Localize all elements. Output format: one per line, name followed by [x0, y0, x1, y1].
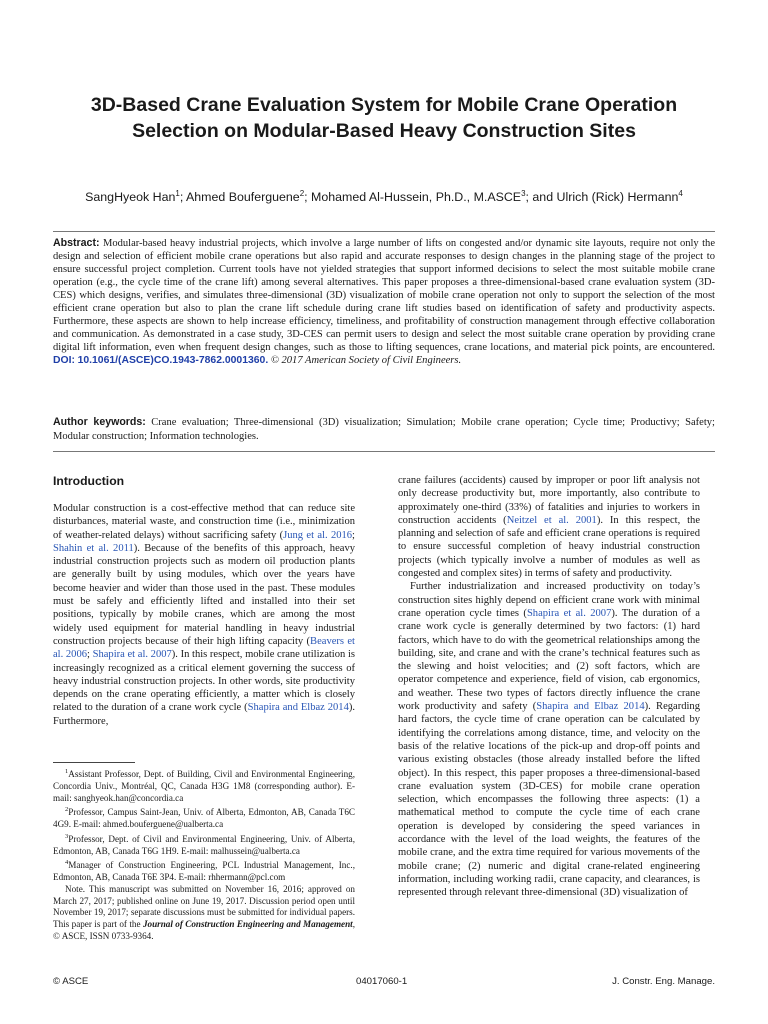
keywords-label: Author keywords:	[53, 416, 146, 428]
citation-link[interactable]: Neitzel et al. 2001	[506, 514, 597, 526]
footnote-marker: 1	[65, 768, 69, 775]
author-affiliation-marker: 1	[175, 189, 180, 198]
author-name: Ulrich (Rick) Hermann	[556, 190, 679, 205]
author-affiliations	[53, 766, 355, 884]
note-text: Note. This manuscript was submitted on November 16, 2016; approved on March 27, 2017; published online on June 19, 2017. Discussion period open until November 19, 2017; separate discussions must be submitted for individual papers. This paper is part of the	[53, 883, 355, 930]
author-name: SangHyeok Han	[85, 190, 176, 205]
footnote-divider	[53, 762, 135, 763]
footnote-3	[53, 831, 355, 858]
keywords-text: Crane evaluation; Three-dimensional (3D) visualization; Simulation; Mobile crane operation; Cycle time; Productivy; Safety; Modular construction; Information technologies.	[53, 417, 715, 442]
footnote-marker: 4	[65, 859, 69, 867]
divider-bottom	[53, 451, 715, 452]
intro-paragraph-1	[53, 502, 355, 728]
footnote-marker: 2	[65, 806, 69, 814]
paragraph-text: Modular construction is a cost-effective method that can reduce site disturbances, material waste, and construction time (i.e., minimization of weather-related delays) without sacrificing safety (	[53, 503, 355, 541]
footer-page-id: 04017060-1	[356, 976, 408, 987]
author-affiliation-marker: 3	[521, 189, 526, 198]
note-issn: , © ASCE, ISSN 0733-9364.	[53, 919, 355, 941]
manuscript-note	[53, 884, 355, 943]
footnotes	[53, 766, 355, 943]
left-column	[53, 502, 355, 728]
copyright-notice: © 2017 American Society of Civil Engineers.	[270, 355, 462, 367]
author-affiliation-marker: 4	[678, 189, 683, 198]
footnote-text: Assistant Professor, Dept. of Building, Civil and Environmental Engineering, Concordia Univ., Montréal, QC, Canada H3G 1M8 (corresponding author). E-mail: sanghyeok.han@concordia.ca	[53, 769, 355, 803]
paragraph-text: ). In this respect, mobile crane utilization is increasingly recognized as a critical element governing the success of heavy industrial construction projects. In other words, site productivity depends on the crane operating efficiently, a matter which is closely related to the duration of a crane work cycle (	[53, 649, 355, 714]
divider-top	[53, 231, 715, 232]
abstract-text: Modular-based heavy industrial projects, which involve a large number of lifts on congested and/or dynamic site layouts, require not only the design and selection of efficient mobile crane operations but also rapid and accurate responses to design changes in the planning stage of the project to ensure successful project completion. Current tools have not yielded strategies that support informed decisions to select the most suitable mobile crane operation (e.g., the cycle time of the crane lift) among several alternatives. This paper proposes a three-dimensional-based crane evaluation system (3D-CES) which designs, verifies, and simulates three-dimensional (3D) visualization of mobile crane operation not only to support the selection of the most efficient crane operation but also to plan the crane lift schedule during crane lift studies based on identification of safety and productivity aspects. Furthermore, these aspects are shown to help increase efficiency, timeliness, and profitability of construction management through effective collaboration and communication. As demonstrated in a case study, 3D-CES can permit users to design and select the most suitable crane operation by providing crane digital lift information, even when frequent design changes, such as those to lifting sequences, crane locations, and material pick points, are encountered.	[53, 238, 715, 354]
section-heading-introduction: Introduction	[53, 474, 125, 488]
paragraph-text: ). The duration of a crane work cycle is generally determined by two factors: (1) hard factors, which have to do with the geometrical relationships among the building, site, and crane and with the crane’s technical features such as the slewing and hoist velocities; and (2) soft factors, which are operator competence and experience, field of vision, cab ergonomics, and weather. These two types of factors directly influence the crane work productivity and safety (	[398, 607, 700, 713]
doi-link[interactable]: 10.1061/(ASCE)CO.1943-7862.0001360.	[77, 355, 269, 367]
paragraph-text: ). Regarding hard factors, the cycle time of crane operation can be calculated by identifying the correlations among distance, time, and velocity on the basis of the relative locations of the pick-up and drop-off points and various existing obstacles (those already installed before the lifted object). In this respect, this paper proposes a three-dimensional-based crane evaluation system (3D-CES) for mobile crane operation selection, which encompasses the following three aspects: (1) a mathematical method to compute the cycle time of each crane operation is developed by considering the speed variances in accordance with the level of the load weights, the features of the mobile crane, and the extra time required for various movements of the mobile crane; (2) numeric and digital crane-related engineering information, including working radii, crane capacity, and clearances, is represented through relevant three-dimensional (3D) visualization of	[398, 701, 700, 899]
paragraph-text: ). Furthermore,	[53, 702, 356, 727]
author-name: Mohamed Al-Hussein, Ph.D., M.ASCE	[311, 190, 522, 205]
author-affiliation-marker: 2	[299, 189, 305, 198]
citation-link[interactable]: Shahin et al. 2011	[53, 542, 134, 554]
footnote-text: Manager of Construction Engineering, PCL Industrial Management, Inc., Edmonton, AB, Canada T6E 3P4. E-mail: rhhermann@pcl.com	[53, 860, 355, 883]
paragraph-text: ). In this respect, the planning and selection of safe and efficient crane operations is required to ensure successful completion of heavy industrial construction projects (which typically involve a number of modules as well as congested and complex sites) in terms of safety and productivity.	[398, 514, 700, 580]
citation-link[interactable]: Shapira and Elbaz 2014	[247, 702, 349, 714]
citation-link[interactable]: Jung et al. 2016	[283, 529, 353, 541]
paper-title: 3D-Based Crane Evaluation System for Mobile Crane Operation Selection on Modular-Based Heavy Construction Sites	[90, 94, 678, 142]
author-list: SangHyeok Han$^1$; Ahmed Bouferguene$^2$; Mohamed Al-Hussein, Ph.D., M.ASCE$^3$; and Ulrich (Rick) Hermann$^4$	[85, 189, 683, 205]
paragraph-text: Further industrialization and increased productivity on today’s construction sites highly depend on efficient crane work with minimal crane operation cycle times (	[398, 581, 700, 619]
footnote-2	[53, 804, 355, 831]
footnote-text: Professor, Dept. of Civil and Environmental Engineering, Univ. of Alberta, Edmonton, AB, Canada T6G 1H9. E-mail: malhussein@ualberta.ca	[53, 833, 355, 856]
right-column	[398, 474, 700, 900]
paragraph-text: ;	[352, 529, 355, 541]
footnote-4	[53, 857, 355, 884]
author-name: Ahmed Bouferguene	[186, 190, 300, 205]
footnote-text: Professor, Campus Saint-Jean, Univ. of Alberta, Edmonton, AB, Canada T6C 4G9. E-mail: ahmed.bouferguene@ualberta.ca	[53, 807, 355, 830]
paragraph-text: ). Because of the benefits of this approach, heavy industrial construction projects such as modern oil production plants are generally built by using modules, which over the years have become heavier and wider than those used in the past. These modules must be safely and efficiently lifted and installed into their set positions, typically by mobile cranes, which are among the most widely used equipment for material handling in heavy industrial construction projects because of their high lifting capacity (	[53, 542, 355, 647]
footnote-1	[53, 766, 355, 804]
intro-paragraph-3	[398, 580, 700, 899]
footer-publisher: © ASCE	[53, 976, 89, 987]
citation-link[interactable]: Shapira and Elbaz 2014	[536, 701, 645, 713]
doi-label: DOI:	[53, 355, 75, 367]
citation-link[interactable]: Beavers et al. 2006	[53, 635, 355, 661]
paragraph-text: crane failures (accidents) caused by improper or poor lift analysis not only decrease productivity but, more importantly, also contribute to approximately one-third (33%) of fatalities and injuries to workers in construction accidents (	[398, 475, 700, 526]
citation-link[interactable]: Shapira et al. 2007	[92, 649, 172, 661]
intro-paragraph-2	[398, 474, 700, 580]
footer-journal: J. Constr. Eng. Manage.	[612, 976, 715, 987]
abstract	[53, 237, 715, 367]
footnote-marker: 3	[65, 832, 69, 840]
citation-link[interactable]: Shapira et al. 2007	[526, 607, 612, 619]
author-keywords	[53, 416, 715, 443]
journal-name: Journal of Construction Engineering and Management	[142, 919, 353, 930]
abstract-label: Abstract:	[53, 237, 100, 249]
paragraph-text: ;	[87, 649, 93, 661]
